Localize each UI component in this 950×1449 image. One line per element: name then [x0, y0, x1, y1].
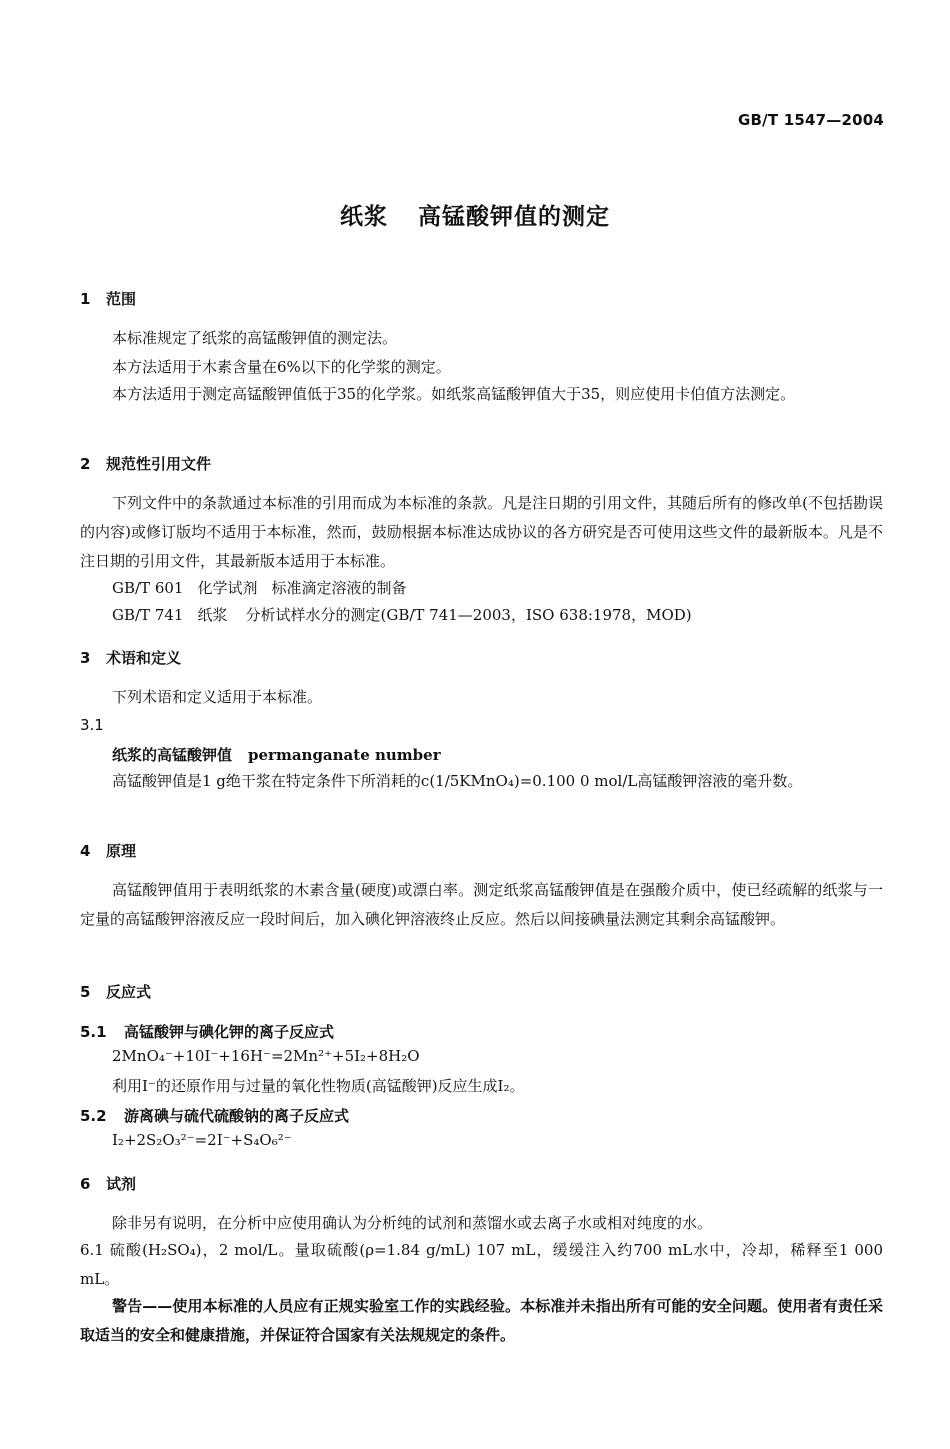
equation-1: 2MnO₄⁻+10I⁻+16H⁻=2Mn²⁺+5I₂+8H₂O [112, 1047, 420, 1065]
reference-1-part-b: 标准滴定溶液的制备 [271, 579, 407, 597]
section-6-paragraph-1: 除非另有说明，在分析中应使用确认为分析纯的试剂和蒸馏水或去离子水或相对纯度的水。 [112, 1214, 713, 1232]
section-2-title: 规范性引用文件 [106, 455, 212, 473]
term-entry [112, 744, 441, 765]
term-english: permanganate number [248, 746, 441, 764]
document-title [0, 198, 950, 231]
section-5-number: 5 [80, 983, 91, 1001]
section-2-paragraph-1: 下列文件中的条款通过本标准的引用而成为本标准的条款。凡是注日期的引用文件，其随后所有的修改单(不包括勘误的内容)或修订版均不适用于本标准，然而，鼓励根据本标准达成协议的各方研究是否可使用这些文件的最新版本。凡是不注日期的引用文件，其最新版本适用于本标准。 [80, 494, 883, 570]
reference-2-part-b: 分析试样水分的测定(GB/T 741—2003，ISO 638:1978，MOD) [245, 606, 692, 624]
reference-1-code: GB/T 601 [112, 579, 184, 597]
section-5-title: 反应式 [106, 983, 152, 1001]
reference-gb-t-601 [112, 577, 407, 598]
reference-1-part-a: 化学试剂 [197, 579, 258, 597]
clause-5-2-number: 5.2 [80, 1107, 107, 1125]
section-1-number: 1 [80, 290, 91, 308]
section-1-title: 范围 [106, 290, 137, 308]
section-3-number: 3 [80, 649, 91, 667]
clause-5-2-title: 游离碘与硫代硫酸钠的离子反应式 [124, 1107, 350, 1125]
section-3-title: 术语和定义 [106, 649, 182, 667]
term-definition: 高锰酸钾值是1 g绝干浆在特定条件下所消耗的c(1/5KMnO₄)=0.100 0 mol/L高锰酸钾溶液的毫升数。 [112, 772, 803, 790]
section-2-heading [80, 453, 211, 474]
reference-2-part-a: 纸浆 [197, 606, 228, 624]
title-part-2: 高锰酸钾值的测定 [418, 204, 610, 230]
section-1-paragraph-2: 本方法适用于木素含量在6%以下的化学浆的测定。 [112, 358, 451, 376]
clause-5-1-title: 高锰酸钾与碘化钾的离子反应式 [124, 1023, 335, 1041]
equation-2: I₂+2S₂O₃²⁻=2I⁻+S₄O₆²⁻ [112, 1131, 292, 1149]
section-4-title: 原理 [106, 842, 137, 860]
section-1-paragraph-1: 本标准规定了纸浆的高锰酸钾值的测定法。 [112, 329, 398, 347]
section-3-paragraph-1: 下列术语和定义适用于本标准。 [112, 688, 323, 706]
clause-3-1-number: 3.1 [80, 716, 104, 734]
reference-gb-t-741 [112, 604, 692, 625]
clause-6-1-sulfuric-acid: 6.1 硫酸(H₂SO₄)，2 mol/L。量取硫酸(ρ=1.84 g/mL) 107 mL，缓缓注入约700 mL水中，冷却，稀释至1 000 mL。 [80, 1241, 883, 1288]
section-4-paragraph-1: 高锰酸钾值用于表明纸浆的木素含量(硬度)或漂白率。测定纸浆高锰酸钾值是在强酸介质中，使已经疏解的纸浆与一定量的高锰酸钾溶液反应一段时间后，加入碘化钾溶液终止反应。然后以间接碘量法测定其剩余高锰酸钾。 [80, 881, 883, 928]
clause-5-1-heading [80, 1021, 334, 1042]
clause-5-2-heading [80, 1105, 349, 1126]
section-2-number: 2 [80, 455, 91, 473]
section-4-number: 4 [80, 842, 91, 860]
section-6-title: 试剂 [106, 1175, 137, 1193]
safety-warning: 警告——使用本标准的人员应有正规实验室工作的实践经验。本标准并未指出所有可能的安全问题。使用者有责任采取适当的安全和健康措施，并保证符合国家有关法规规定的条件。 [80, 1297, 883, 1344]
title-part-1: 纸浆 [340, 204, 388, 230]
section-1-paragraph-3: 本方法适用于测定高锰酸钾值低于35的化学浆。如纸浆高锰酸钾值大于35，则应使用卡伯值方法测定。 [112, 385, 796, 403]
section-5-heading [80, 981, 151, 1002]
section-1-heading [80, 288, 136, 309]
section-4-heading [80, 840, 136, 861]
section-6-heading [80, 1173, 136, 1194]
equation-1-note: 利用I⁻的还原作用与过量的氧化性物质(高锰酸钾)反应生成I₂。 [112, 1077, 525, 1095]
section-3-heading [80, 647, 181, 668]
standard-number: GB/T 1547—2004 [738, 111, 884, 129]
clause-5-1-number: 5.1 [80, 1023, 107, 1041]
reference-2-code: GB/T 741 [112, 606, 184, 624]
section-6-number: 6 [80, 1175, 91, 1193]
term-chinese: 纸浆的高锰酸钾值 [112, 746, 233, 764]
